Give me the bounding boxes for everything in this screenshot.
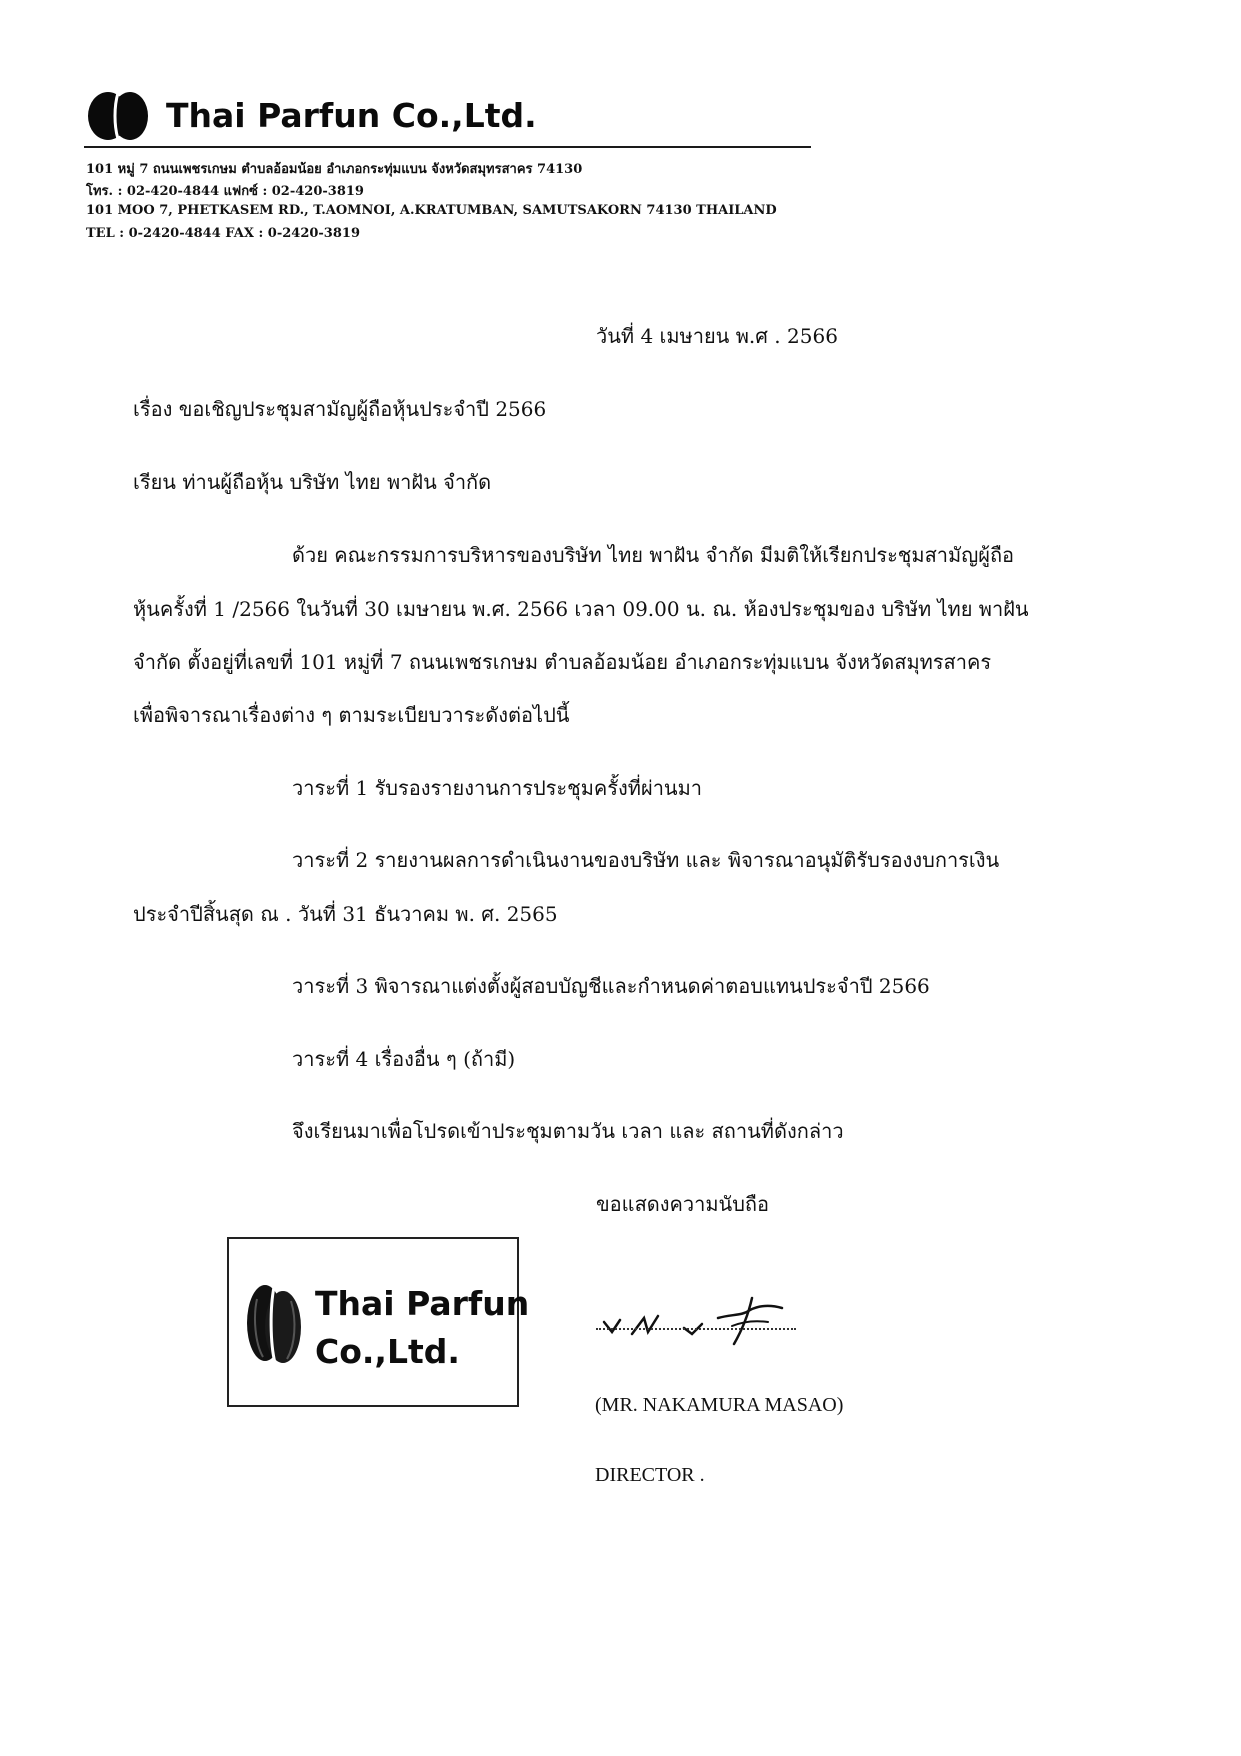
phone-thai: โทร. : 02-420-4844 แฟกซ์ : 02-420-3819 <box>86 184 364 199</box>
signatory-name: (MR. NAKAMURA MASAO) <box>595 1394 844 1416</box>
company-name: Thai Parfun Co.,Ltd. <box>166 96 537 135</box>
stamp-line-1: Thai Parfun <box>315 1284 530 1323</box>
agenda-item-1: วาระที่ 1 รับรองรายงานการประชุมครั้งที่ผ่านมา <box>292 776 703 800</box>
closing-line: จึงเรียนมาเพื่อโปรดเข้าประชุมตามวัน เวลา และ สถานที่ดังกล่าว <box>292 1119 844 1143</box>
address-english: 101 MOO 7, PHETKASEM RD., T.AOMNOI, A.KRATUMBAN, SAMUTSAKORN 74130 THAILAND <box>86 203 777 218</box>
signature-line <box>596 1328 796 1330</box>
letter-date: วันที่ 4 เมษายน พ.ศ . 2566 <box>596 324 838 348</box>
signatory-title: DIRECTOR . <box>595 1464 705 1486</box>
agenda-item-2-line-2: ประจำปีสิ้นสุด ณ . วันที่ 31 ธันวาคม พ. ศ. 2565 <box>133 902 558 926</box>
regards: ขอแสดงความนับถือ <box>596 1192 770 1216</box>
letterhead-divider <box>84 146 811 148</box>
stamp-line-2: Co.,Ltd. <box>315 1332 460 1371</box>
signature-icon <box>592 1292 812 1352</box>
phone-english: TEL : 0-2420-4844 FAX : 0-2420-3819 <box>86 226 360 241</box>
company-stamp <box>227 1237 530 1407</box>
body-line-1: ด้วย คณะกรรมการบริหารของบริษัท ไทย พาฝัน จำกัด มีมติให้เรียกประชุมสามัญผู้ถือ <box>292 543 1015 567</box>
body-line-4: เพื่อพิจารณาเรื่องต่าง ๆ ตามระเบียบวาระดังต่อไปนี้ <box>133 703 570 727</box>
body-line-2: หุ้นครั้งที่ 1 /2566 ในวันที่ 30 เมษายน พ.ศ. 2566 เวลา 09.00 น. ณ. ห้องประชุมของ บริษัท ไทย พาฝัน <box>133 597 1029 621</box>
address-thai: 101 หมู่ 7 ถนนเพชรเกษม ตำบลอ้อมน้อย อำเภอกระทุ่มแบน จังหวัดสมุทรสาคร 74130 <box>86 162 583 177</box>
agenda-item-3: วาระที่ 3 พิจารณาแต่งตั้งผู้สอบบัญชีและกำหนดค่าตอบแทนประจำปี 2566 <box>292 974 930 998</box>
letter-subject: เรื่อง ขอเชิญประชุมสามัญผู้ถือหุ้นประจำปี 2566 <box>133 397 547 421</box>
stamp-logo-icon <box>243 1277 305 1369</box>
agenda-item-4: วาระที่ 4 เรื่องอื่น ๆ (ถ้ามี) <box>292 1047 516 1071</box>
letter-salutation: เรียน ท่านผู้ถือหุ้น บริษัท ไทย พาฝัน จำกัด <box>133 470 492 494</box>
company-logo-icon <box>84 90 154 142</box>
body-line-3: จำกัด ตั้งอยู่ที่เลขที่ 101 หมู่ที่ 7 ถนนเพชรเกษม ตำบลอ้อมน้อย อำเภอกระทุ่มแบน จังหวัดสมุทรสาคร <box>133 650 992 674</box>
agenda-item-2-line-1: วาระที่ 2 รายงานผลการดำเนินงานของบริษัท และ พิจารณาอนุมัติรับรองงบการเงิน <box>292 848 1000 872</box>
